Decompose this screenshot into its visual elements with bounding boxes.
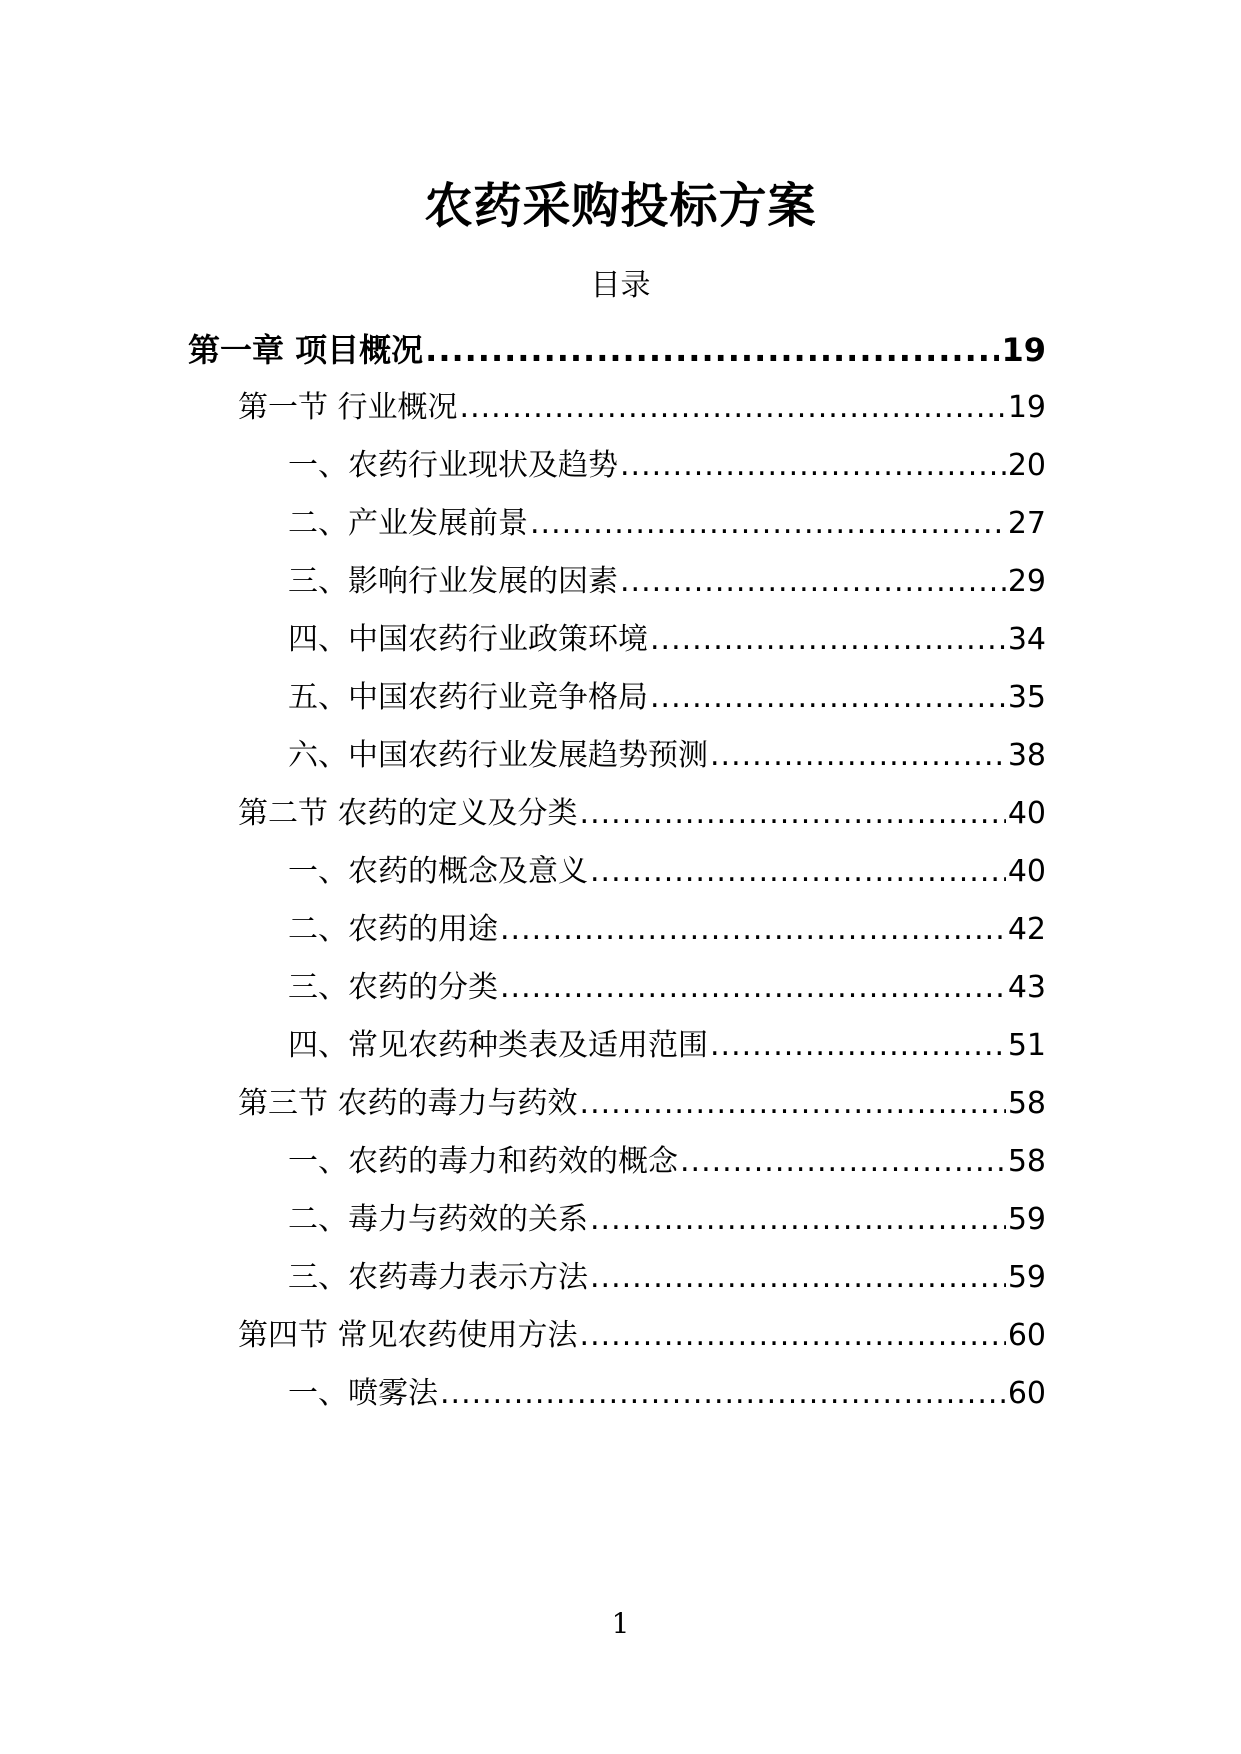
toc-entry-page: 35 <box>1007 680 1046 715</box>
toc-entry-label: 第三节 农药的毒力与药效 <box>238 1086 578 1121</box>
toc-entry-label: 第一章 项目概况 <box>188 331 424 369</box>
toc-entry-label: 六、中国农药行业发展趋势预测 <box>288 738 708 773</box>
toc-entry[interactable] <box>238 1084 1046 1124</box>
document-title: 农药采购投标方案 <box>424 178 817 234</box>
toc-entry[interactable] <box>238 1316 1046 1356</box>
toc-entry-page: 40 <box>1007 854 1046 889</box>
toc-entry-page: 19 <box>1007 390 1046 425</box>
toc-dot-leader <box>650 620 1006 660</box>
toc-dot-leader <box>580 1084 1006 1124</box>
toc-entry-page: 51 <box>1007 1028 1046 1063</box>
toc-dot-leader <box>620 562 1006 602</box>
toc-entry[interactable] <box>288 1026 1046 1066</box>
toc-entry-page: 59 <box>1007 1260 1046 1295</box>
toc-entry[interactable] <box>288 504 1046 544</box>
toc-dot-leader <box>710 736 1006 776</box>
toc-entry[interactable] <box>288 852 1046 892</box>
toc-entry-label: 一、喷雾法 <box>288 1376 438 1411</box>
toc-entry-label: 三、影响行业发展的因素 <box>288 564 618 599</box>
toc-entry-page: 42 <box>1007 912 1046 947</box>
toc-entry-label: 一、农药的概念及意义 <box>288 854 588 889</box>
toc-entry-page: 27 <box>1007 506 1046 541</box>
toc-entry[interactable] <box>238 794 1046 834</box>
toc-entry[interactable] <box>288 678 1046 718</box>
toc-entry[interactable] <box>288 562 1046 602</box>
toc-entry-page: 43 <box>1007 970 1046 1005</box>
toc-entry-page: 59 <box>1007 1202 1046 1237</box>
toc-entry-label: 第二节 农药的定义及分类 <box>238 796 578 831</box>
toc-entry[interactable] <box>288 1374 1046 1414</box>
page-number: 1 <box>611 1607 630 1640</box>
toc-entry[interactable] <box>188 330 1046 370</box>
toc-entry-label: 五、中国农药行业竞争格局 <box>288 680 648 715</box>
toc-entry[interactable] <box>288 1258 1046 1298</box>
toc-dot-leader <box>500 968 1006 1008</box>
toc-entry-page: 58 <box>1007 1144 1046 1179</box>
toc-entry[interactable] <box>288 968 1046 1008</box>
toc-entry-label: 一、农药的毒力和药效的概念 <box>288 1144 678 1179</box>
toc-entry[interactable] <box>288 446 1046 486</box>
toc-dot-leader <box>500 910 1006 950</box>
toc-dot-leader <box>440 1374 1006 1414</box>
toc-entry-label: 二、产业发展前景 <box>288 506 528 541</box>
toc-dot-leader <box>530 504 1006 544</box>
toc-entry[interactable] <box>288 1200 1046 1240</box>
toc-dot-leader <box>580 1316 1006 1356</box>
toc-dot-leader <box>580 794 1006 834</box>
toc-entry-page: 20 <box>1007 448 1046 483</box>
toc-entry-label: 二、农药的用途 <box>288 912 498 947</box>
toc-entry-page: 29 <box>1007 564 1046 599</box>
toc-entry-page: 34 <box>1007 622 1046 657</box>
toc-entry-page: 40 <box>1007 796 1046 831</box>
toc-entry-page: 60 <box>1007 1318 1046 1353</box>
toc-dot-leader <box>590 852 1006 892</box>
toc-dot-leader <box>590 1258 1006 1298</box>
toc-dot-leader <box>425 330 999 370</box>
toc-entry-page: 38 <box>1007 738 1046 773</box>
toc-entry-page: 58 <box>1007 1086 1046 1121</box>
toc-entry-label: 第一节 行业概况 <box>238 390 458 425</box>
toc-dot-leader <box>650 678 1006 718</box>
toc-entry-page: 19 <box>1001 331 1046 369</box>
toc-entry[interactable] <box>288 736 1046 776</box>
toc-entry-label: 四、中国农药行业政策环境 <box>288 622 648 657</box>
toc-dot-leader <box>620 446 1006 486</box>
toc-entry-label: 二、毒力与药效的关系 <box>288 1202 588 1237</box>
toc-dot-leader <box>710 1026 1006 1066</box>
toc-heading: 目录 <box>590 268 651 303</box>
toc-entry-label: 三、农药的分类 <box>288 970 498 1005</box>
toc-entry[interactable] <box>288 1142 1046 1182</box>
toc-entry-label: 三、农药毒力表示方法 <box>288 1260 588 1295</box>
toc-entry[interactable] <box>288 910 1046 950</box>
toc-entry-label: 一、农药行业现状及趋势 <box>288 448 618 483</box>
toc-dot-leader <box>680 1142 1006 1182</box>
toc-dot-leader <box>460 388 1006 428</box>
toc-entry[interactable] <box>288 620 1046 660</box>
toc-entry[interactable] <box>238 388 1046 428</box>
toc-dot-leader <box>590 1200 1006 1240</box>
toc-entry-label: 四、常见农药种类表及适用范围 <box>288 1028 708 1063</box>
toc-entry-label: 第四节 常见农药使用方法 <box>238 1318 578 1353</box>
toc-entry-page: 60 <box>1007 1376 1046 1411</box>
